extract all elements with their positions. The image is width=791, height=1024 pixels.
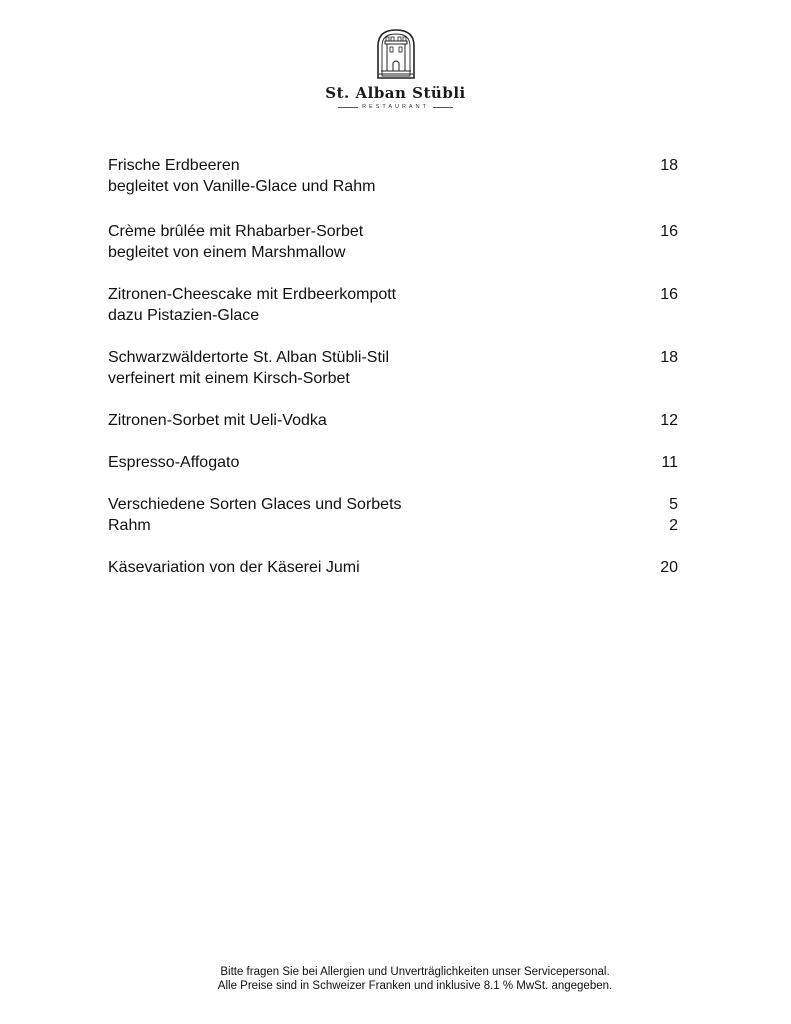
item-title: Käsevariation von der Käserei Jumi	[108, 559, 360, 576]
restaurant-tagline: RESTAURANT	[362, 104, 429, 110]
menu-item	[108, 155, 678, 197]
menu-line	[108, 305, 678, 326]
restaurant-name: St. Alban Stübli	[325, 84, 466, 102]
item-price: 11	[661, 454, 678, 471]
menu-line	[108, 347, 678, 368]
item-title: Schwarzwäldertorte St. Alban Stübli-Stil	[108, 349, 390, 366]
menu-line	[108, 176, 678, 197]
menu-line	[108, 557, 678, 578]
item-price: 20	[660, 559, 678, 576]
menu-line	[108, 494, 678, 515]
castle-tower-icon	[376, 28, 416, 80]
restaurant-logo	[0, 28, 791, 110]
restaurant-tagline-row	[0, 104, 791, 110]
menu-item	[108, 221, 678, 263]
tagline-rule-left	[338, 107, 358, 108]
menu-item	[108, 557, 678, 578]
tagline-rule-right	[433, 107, 453, 108]
menu-footer	[0, 965, 791, 993]
item-title: Zitronen-Sorbet mit Ueli-Vodka	[108, 412, 327, 429]
menu-item	[108, 452, 678, 473]
menu-line	[108, 284, 678, 305]
item-description: dazu Pistazien-Glace	[108, 307, 260, 324]
menu-line	[108, 221, 678, 242]
item-price: 2	[669, 517, 678, 534]
item-description: begleitet von einem Marshmallow	[108, 244, 346, 261]
item-title: Verschiedene Sorten Glaces und Sorbets	[108, 496, 402, 513]
item-price: 12	[660, 412, 678, 429]
item-price: 16	[660, 223, 678, 240]
item-description: verfeinert mit einem Kirsch-Sorbet	[108, 370, 350, 387]
item-title: Frische Erdbeeren	[108, 157, 240, 174]
allergy-note: Bitte fragen Sie bei Allergien und Unverträglichkeiten unser Servicepersonal.	[220, 966, 610, 978]
price-note: Alle Preise sind in Schweizer Franken und inklusive 8.1 % MwSt. angegeben.	[217, 980, 613, 992]
menu-item	[108, 347, 678, 389]
menu-item	[108, 494, 678, 536]
menu-line	[108, 452, 678, 473]
item-price: 5	[669, 496, 678, 513]
dessert-menu	[108, 155, 678, 599]
item-price: 18	[660, 349, 678, 366]
menu-item	[108, 284, 678, 326]
menu-line	[108, 410, 678, 431]
menu-line	[108, 515, 678, 536]
item-price: 16	[660, 286, 678, 303]
item-title: Crème brûlée mit Rhabarber-Sorbet	[108, 223, 364, 240]
item-price: 18	[660, 157, 678, 174]
item-title: Zitronen-Cheescake mit Erdbeerkompott	[108, 286, 397, 303]
item-title: Espresso-Affogato	[108, 454, 240, 471]
item-description: begleitet von Vanille-Glace und Rahm	[108, 178, 376, 195]
menu-line	[108, 155, 678, 176]
menu-line	[108, 368, 678, 389]
menu-line	[108, 242, 678, 263]
menu-item	[108, 410, 678, 431]
item-title: Rahm	[108, 517, 151, 534]
